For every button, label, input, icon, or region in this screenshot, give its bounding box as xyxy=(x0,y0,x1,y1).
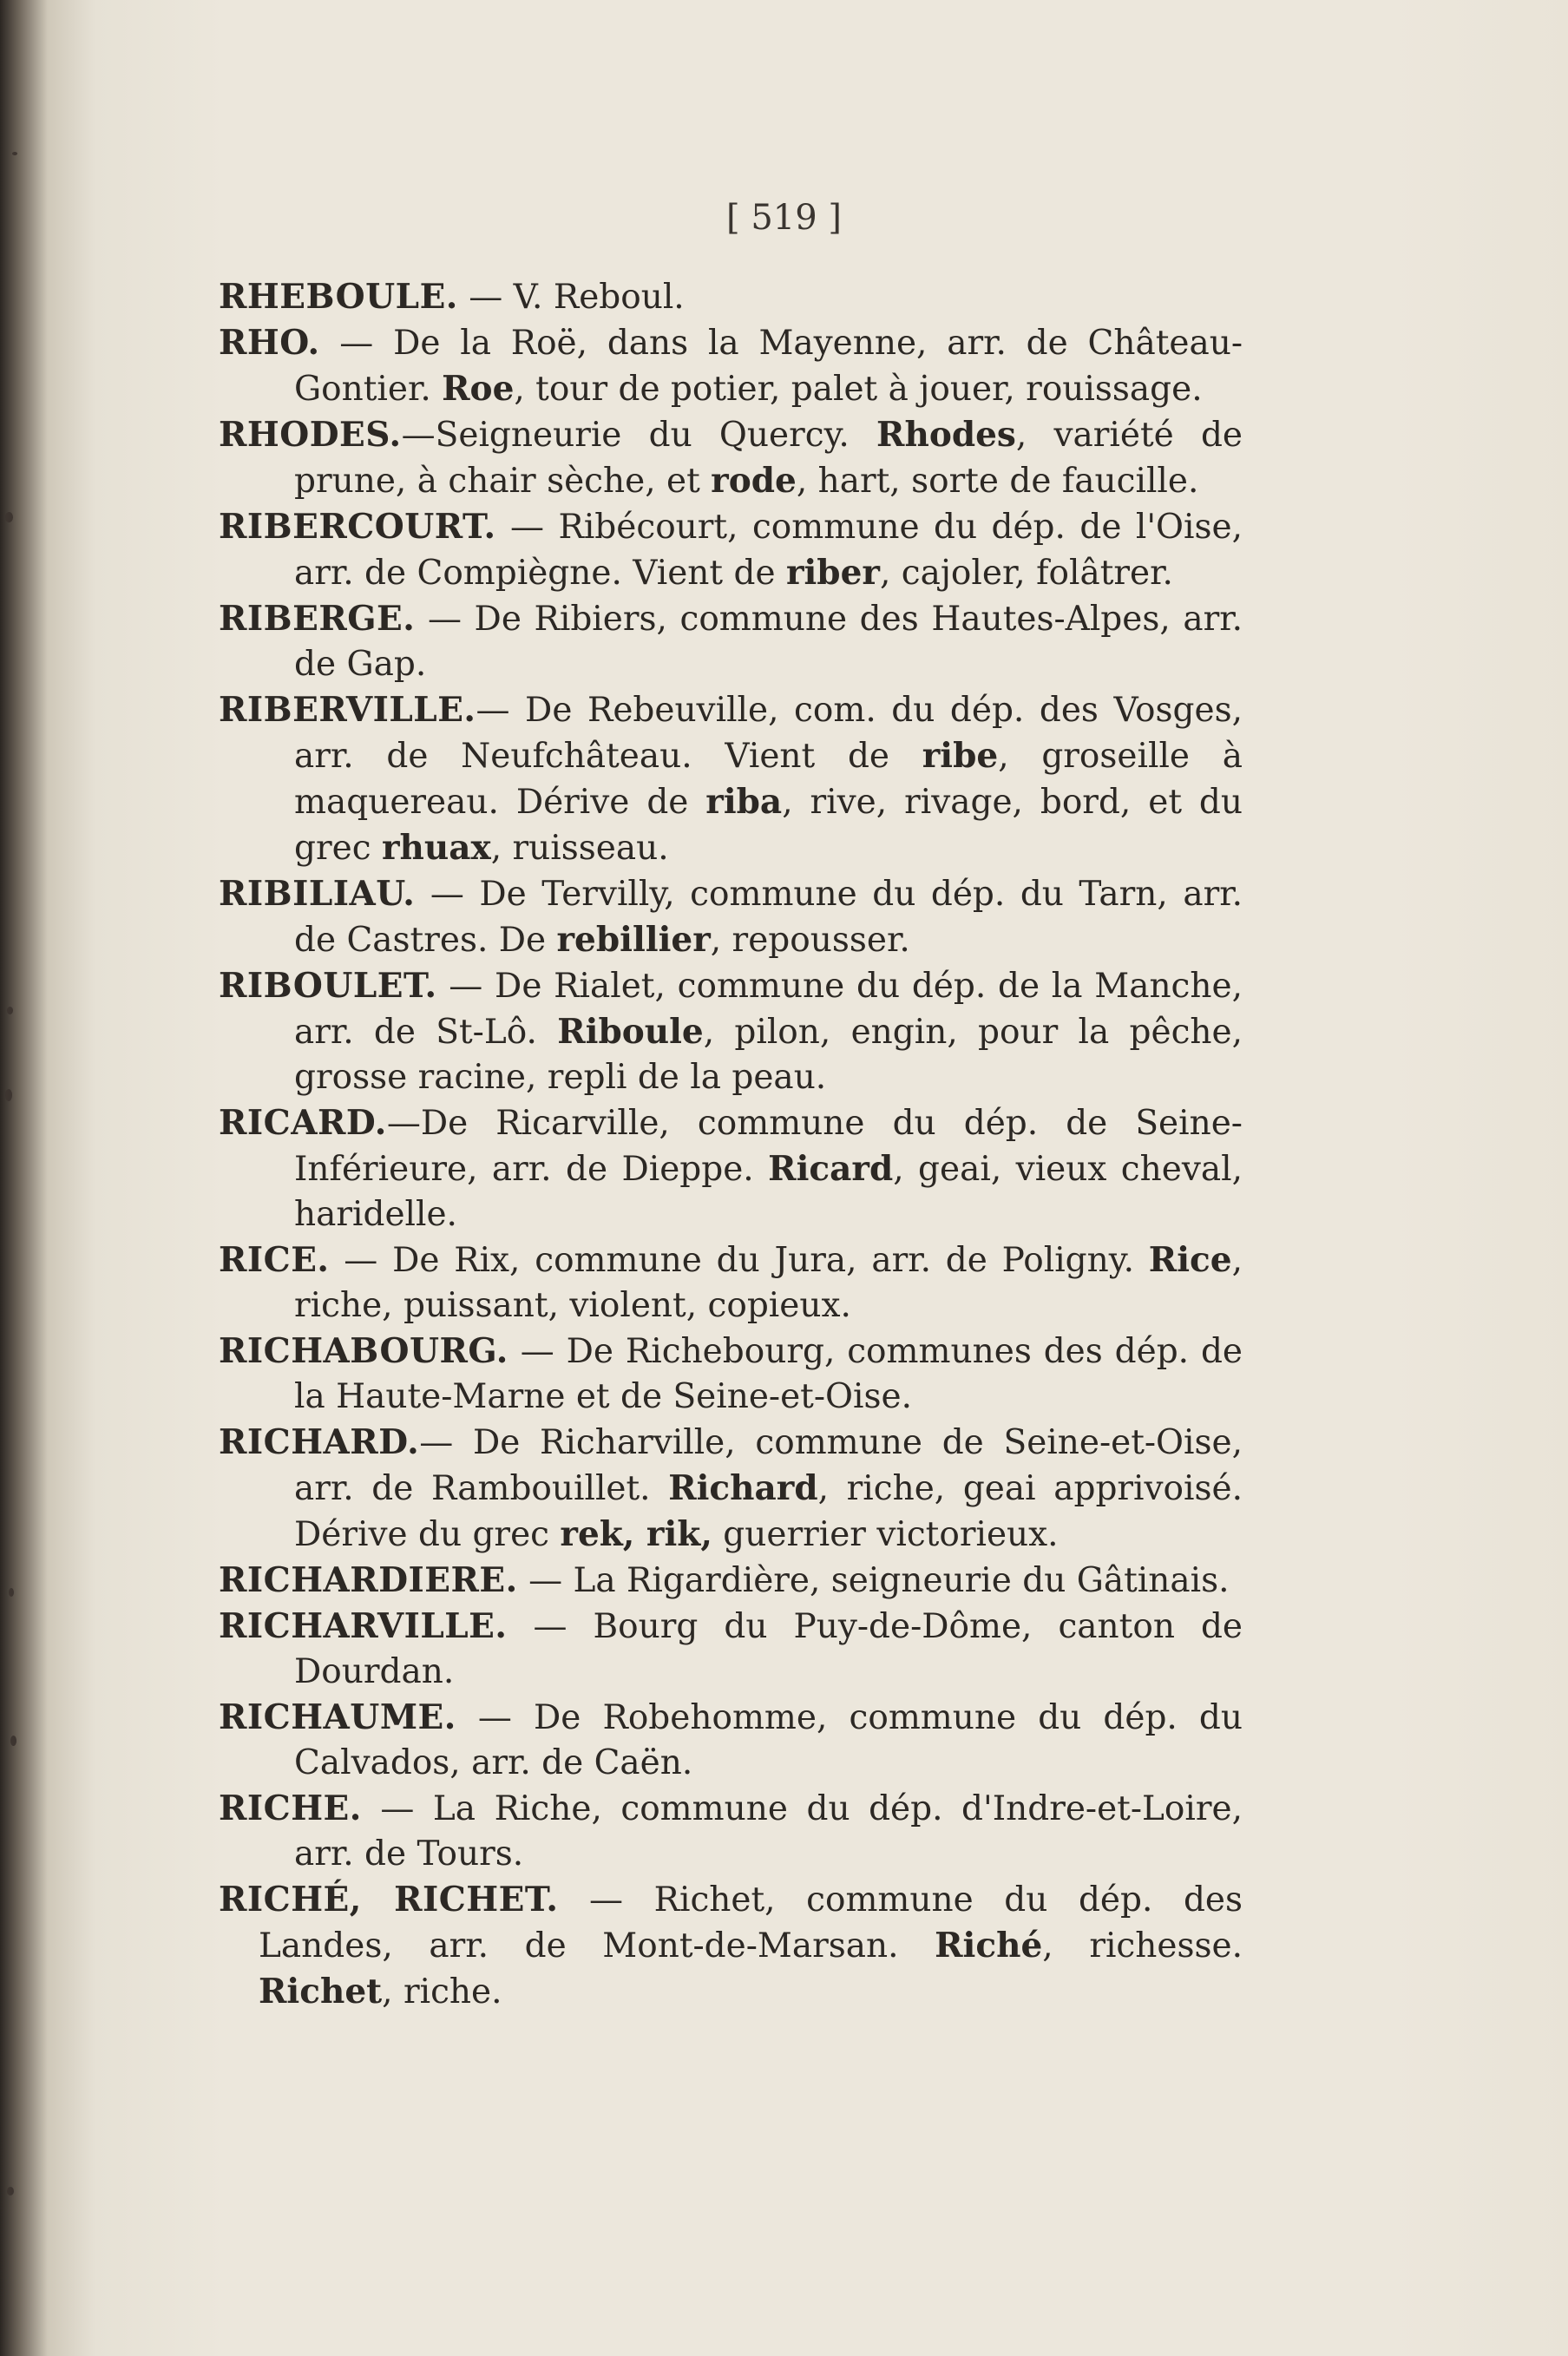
entry-text: — De Rialet, commune du dép. de la Manche, arr. de St-Lô. xyxy=(294,967,1243,1052)
page-number: [ 519 ] xyxy=(726,198,842,238)
dictionary-entries xyxy=(219,274,1243,2015)
entry-headword: RIBERGE. xyxy=(219,599,416,639)
entry-text: — De la Roë, dans la Mayenne, arr. de Château-Gontier. xyxy=(294,324,1243,409)
entry-term: Rice xyxy=(1148,1240,1232,1280)
entry-headword: RIBERVILLE. xyxy=(219,690,476,730)
entry xyxy=(219,1695,1243,1786)
entry-text: , tour de potier, palet à jouer, rouissage. xyxy=(514,370,1203,409)
entry-headword: RICE. xyxy=(219,1240,330,1280)
entry-text: , riche, geai apprivoisé. Dérive du grec xyxy=(294,1469,1243,1554)
entry-term: Ricard xyxy=(768,1149,894,1189)
entry-term: Riché xyxy=(935,1926,1043,1966)
entry-text: , geai, vieux cheval, haridelle. xyxy=(294,1150,1243,1234)
entry-text: — De Ribiers, commune des Hautes-Alpes, arr. de Gap. xyxy=(294,600,1243,684)
entry-headword: RIBERCOURT. xyxy=(219,507,496,547)
entry-text: , riche, puissant, violent, copieux. xyxy=(294,1241,1243,1325)
entry-text: — Richet, commune du dép. des Landes, arr. de Mont-de-Marsan. xyxy=(259,1880,1243,1966)
entry-headword: RIBOULET. xyxy=(219,966,437,1006)
entry-text: — La Riche, commune du dép. d'Indre-et-Loire, arr. de Tours. xyxy=(294,1789,1243,1874)
entry-text: — De Richarville, commune de Seine-et-Oise, arr. de Rambouillet. xyxy=(294,1423,1243,1508)
entry xyxy=(219,1558,1243,1604)
entry-text: guerrier victorieux. xyxy=(712,1515,1059,1554)
entry xyxy=(219,1604,1243,1695)
entry xyxy=(219,1329,1243,1420)
entry-term: riba xyxy=(705,782,783,822)
entry xyxy=(219,1100,1243,1237)
entry-headword: RICHARVILLE. xyxy=(219,1606,508,1646)
entry xyxy=(219,963,1243,1100)
entry-text: —De Ricarville, commune du dép. de Seine-Inférieure, arr. de Dieppe. xyxy=(294,1104,1243,1189)
entry-text: — Ribécourt, commune du dép. de l'Oise, arr. de Compiègne. Vient de xyxy=(294,508,1243,593)
entry-text: — La Rigardière, seigneurie du Gâtinais. xyxy=(517,1561,1230,1600)
entry-headword: RICHAUME. xyxy=(219,1697,456,1737)
entry-headword: RIBILIAU. xyxy=(219,874,416,914)
entry-headword: RICARD. xyxy=(219,1103,387,1143)
entry-term: rode xyxy=(711,461,797,501)
entry-text: , repousser. xyxy=(710,921,910,960)
entry-headword: RHODES. xyxy=(219,415,402,455)
entry-text: — De Tervilly, commune du dép. du Tarn, arr. de Castres. De xyxy=(294,875,1243,960)
entry-text: , pilon, engin, pour la pêche, grosse racine, repli de la peau. xyxy=(294,1013,1243,1097)
entry-text: — De Rebeuville, com. du dép. des Vosges, arr. de Neufchâteau. Vient de xyxy=(294,691,1243,776)
entry-term: rebillier xyxy=(556,920,711,960)
entry-text: , variété de prune, à chair sèche, et xyxy=(294,416,1243,501)
entry xyxy=(219,1786,1243,1877)
entry xyxy=(219,687,1243,871)
entry xyxy=(219,1237,1243,1329)
entry-text: — De Richebourg, communes des dép. de la Haute-Marne et de Seine-et-Oise. xyxy=(294,1332,1243,1416)
entry-term: Richard xyxy=(668,1468,818,1508)
entry xyxy=(219,871,1243,963)
entry-headword: RICHABOURG. xyxy=(219,1331,508,1371)
entry-text: , hart, sorte de faucille. xyxy=(796,462,1199,501)
entry-text: — De Rix, commune du Jura, arr. de Poligny. xyxy=(329,1241,1149,1280)
entry-headword: RICHE. xyxy=(219,1788,362,1828)
entry-term: Riboule xyxy=(557,1012,704,1052)
entry-text: — Bourg du Puy-de-Dôme, canton de Dourdan. xyxy=(294,1607,1243,1691)
entry-headword: RHEBOULE. xyxy=(219,277,458,317)
entry-text: —Seigneurie du Quercy. xyxy=(401,416,877,455)
entry-term: Roe xyxy=(442,369,515,409)
entry xyxy=(219,274,1243,320)
entry-text: — V. Reboul. xyxy=(457,278,685,317)
entry-text: , richesse. xyxy=(1042,1926,1243,1966)
entry-headword: RICHARDIERE. xyxy=(219,1560,518,1600)
entry xyxy=(219,596,1243,687)
entry-text: , cajoler, folâtrer. xyxy=(879,554,1173,593)
entry xyxy=(219,412,1243,504)
entry xyxy=(219,1420,1243,1558)
entry-text: , rive, rivage, bord, et du grec xyxy=(294,783,1243,868)
entry-headword: RHO. xyxy=(219,323,320,363)
entry-term: Richet xyxy=(259,1972,383,2011)
entry-text: , groseille à maquereau. Dérive de xyxy=(294,737,1243,822)
entry xyxy=(219,320,1243,412)
entry-term: rek, rik, xyxy=(560,1514,712,1554)
entry-term: rhuax xyxy=(381,828,491,868)
entry-headword: RICHÉ, RICHET. xyxy=(219,1880,559,1920)
entry-text: , ruisseau. xyxy=(490,829,669,868)
entry-text: — De Robehomme, commune du dép. du Calvados, arr. de Caën. xyxy=(294,1698,1243,1782)
entry-term: riber xyxy=(785,553,880,593)
entry xyxy=(219,1877,1243,2015)
entry-term: ribe xyxy=(922,736,999,776)
entry xyxy=(219,504,1243,596)
entry-text: , riche. xyxy=(382,1972,502,2011)
entry-headword: RICHARD. xyxy=(219,1422,420,1462)
entry-term: Rhodes xyxy=(876,415,1016,455)
